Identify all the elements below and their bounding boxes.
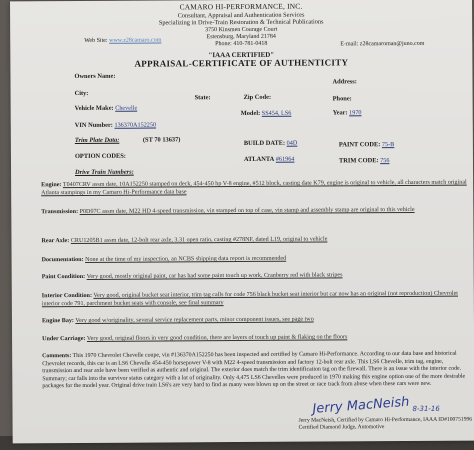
- year-label: Year:: [332, 109, 348, 117]
- company-specialty: Specializing in Drive-Train Restoration & Technical Publications: [158, 18, 324, 27]
- engine-section: [41, 179, 471, 198]
- year-row: [333, 109, 362, 117]
- certificate-title: APPRAISAL-CERTIFICATE OF AUTHENTICITY: [134, 57, 349, 69]
- engine-bay-label: Engine Bay:: [41, 318, 74, 325]
- vehicle-make-value: Chevelle: [115, 104, 138, 112]
- zip-label: Zip Code:: [243, 93, 272, 101]
- trim-plate-value: (ST 70 13637): [142, 136, 181, 144]
- email-value: z28camaroman@juno.com: [359, 40, 425, 48]
- build-date-row: [244, 140, 297, 148]
- paint-condition-value: Very good, mostly original paint, car has had some paint touch up work, Cranberry red with black stripes: [86, 272, 343, 280]
- engine-bay-section: [42, 315, 472, 326]
- under-carriage-section: [42, 333, 472, 344]
- engine-bay-value: Very good w/originality, several service replacement parts, minor component issues, see page two: [75, 316, 314, 325]
- year-value: 1970: [349, 109, 362, 117]
- transmission-value: P0D07C assm date, M22 HD 4-speed transmission, vin stamped on top of case, vin stamp and assembly stamp are original to this vehicle: [79, 206, 415, 215]
- company-phone: Phone: 410-781-0418: [215, 40, 268, 48]
- signature-credentials: Jerry MacNeish, Certified by Camaro Hi-Performance, IAAA ID#100751996: [298, 416, 473, 424]
- trim-code-row: [339, 157, 389, 165]
- paint-code-label: PAINT CODE:: [338, 141, 381, 149]
- signature-date: 8-31-16: [412, 404, 440, 413]
- vin-value: 136370A152250: [114, 121, 157, 129]
- email-label: E-mail:: [340, 41, 359, 48]
- rear-axle-label: Rear Axle:: [41, 238, 70, 245]
- city-label: City:: [74, 89, 89, 98]
- company-tagline: Consultant, Appraisal and Authentication Services: [177, 11, 305, 20]
- website-row: [84, 37, 161, 44]
- vehicle-make-row: [75, 105, 138, 113]
- drive-train-label: Drive Train Numbers:: [75, 168, 134, 177]
- interior-condition-section: [42, 290, 472, 309]
- phone-label: Phone:: [332, 95, 352, 103]
- certificate-page: [10, 0, 474, 443]
- trim-plate-label: Trim Plate Data:: [74, 136, 120, 145]
- comments-value: This 1970 Chevrolet Chevelle coupe, vin #136370A152250 has been inspected and certified by Camaro Hi-Performance. According to our data base and historical Chevrolet records, this car is an LS6 Chevelle 454-450 horsepower V-8 with M22 4-speed transmission and factory 12-bolt rear axle. This LS6 Chevelle, trim tag, engine, transmission and rear axle have been verified as authentic and original. The exterior does match the trim identification tag on the firewall. There is an issue with the interior code. Summary; car falls into the survivor status category with a lot of originality. Only 4,475 LS6 Chevelles were produced in 1970 making this engine option one of the more desirable packages for the model year. Original drive train LS6's are very hard to find as many were blown up on the street or race track from abuse when these cars were new.: [42, 350, 466, 390]
- paint-condition-label: Paint Condition:: [41, 273, 86, 281]
- documentation-value: None at the time of my inspection, an NCBS shipping data report is recommended: [85, 255, 287, 263]
- atlanta-row: [244, 156, 294, 164]
- interior-condition-label: Interior Condition:: [41, 292, 92, 300]
- engine-value: T0407CRV assm date, 10A152250 stamped on deck, 454-450 hp V-8 engine, #512 block, casting date K79, engine is original to vehicle, all characters match original Atlanta stampings in my Camaro Hi-Performance data base: [41, 179, 467, 197]
- atlanta-label: ATLANTA: [243, 155, 275, 163]
- signature-judge: Certified Diamond Judge, Automotive: [298, 424, 385, 431]
- transmission-section: [41, 206, 471, 217]
- website-label: Web Site:: [84, 37, 108, 44]
- model-row: [241, 110, 292, 118]
- engine-label: Engine:: [41, 182, 62, 189]
- model-label: Model:: [240, 109, 261, 118]
- transmission-label: Transmission:: [41, 208, 79, 216]
- paint-code-row: [339, 141, 394, 149]
- rear-axle-section: [41, 235, 471, 246]
- build-date-label: BUILD DATE:: [243, 139, 286, 147]
- email-row: [340, 41, 424, 48]
- iaaa-certified: "IAAA CERTIFIED": [208, 50, 275, 60]
- comments-label: Comments:: [42, 353, 72, 360]
- comments-section: [42, 351, 472, 392]
- trim-code-label: TRIM CODE:: [338, 157, 379, 165]
- interior-condition-value: Very good, original bucket seat interior, trim tag calls for code 756 black bucket seat interior but car now has an original (not reproduction) Chevrolet interior code 791, parchment bucket seats with console, see final summary: [41, 290, 459, 308]
- signature-script: Jerry MacNeish: [311, 394, 410, 417]
- company-name: CAMARO HI-PERFORMANCE, INC.: [179, 1, 303, 12]
- website-link[interactable]: www.z28camaro.com: [109, 37, 162, 44]
- atlanta-value: #61964: [275, 155, 295, 163]
- paint-condition-section: [42, 271, 472, 282]
- documentation-label: Documentation:: [41, 256, 84, 264]
- company-address-city: Estensburg, Maryland 21784: [206, 33, 276, 41]
- vehicle-make-label: Vehicle Make:: [74, 104, 114, 113]
- under-carriage-value: Very good, original floors in very good condition, there are layers of touch up paint & flaking on the floors: [86, 334, 348, 342]
- state-label: State:: [194, 94, 211, 102]
- build-date-value: 04D: [286, 139, 298, 147]
- address-label: Address:: [332, 78, 357, 86]
- trim-plate-row: [75, 136, 181, 144]
- vin-row: [75, 122, 156, 130]
- trim-code-value: 756: [380, 157, 390, 165]
- owners-name-label: Owners Name:: [74, 72, 116, 81]
- company-address-street: 3750 Kinsmen Courage Court: [205, 26, 278, 34]
- rear-axle-value: CRU1205B1 assm date, 12-bolt rear axle, 3.31 open ratio, casting #278NF, dated L19, original to vehicle: [70, 236, 328, 245]
- under-carriage-label: Under Carriage:: [42, 335, 86, 343]
- documentation-section: [42, 254, 472, 265]
- option-codes-label: OPTION CODES:: [74, 152, 126, 161]
- model-value: SS454, LS6: [261, 109, 292, 117]
- paint-code-value: 75-B: [381, 141, 395, 149]
- vin-label: VIN Number:: [74, 121, 113, 130]
